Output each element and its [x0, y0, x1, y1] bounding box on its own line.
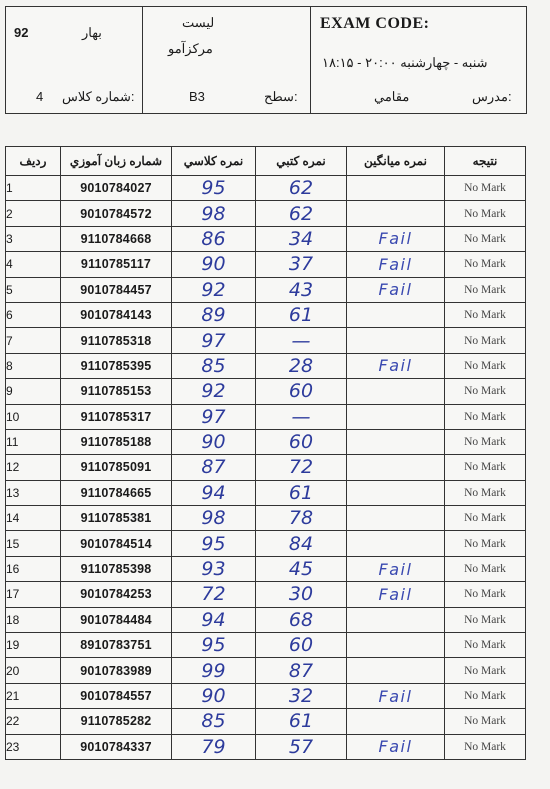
student-id-cell: 9110785188: [61, 429, 172, 454]
result-cell: No Mark: [445, 404, 526, 429]
table-row: [6, 607, 526, 632]
exam-code-label: EXAM CODE:: [320, 15, 430, 32]
student-id-cell: 9110785398: [61, 556, 172, 581]
student-id-cell: 9010784253: [61, 582, 172, 607]
table-row: [6, 582, 526, 607]
average-score-cell: Fail: [347, 556, 445, 581]
written-score-cell: 72: [256, 455, 347, 480]
class-score-cell: 95: [172, 176, 256, 201]
row-number-cell: 22: [6, 709, 61, 734]
average-score-cell: Fail: [347, 252, 445, 277]
class-number-value: 4: [36, 89, 44, 104]
header-divider: [310, 7, 311, 113]
written-score-cell: 32: [256, 683, 347, 708]
table-row: [6, 506, 526, 531]
result-cell: No Mark: [445, 252, 526, 277]
row-number-cell: 19: [6, 633, 61, 658]
average-score-cell: Fail: [347, 226, 445, 251]
average-score-cell: [347, 633, 445, 658]
written-score-cell: 45: [256, 556, 347, 581]
written-score-cell: 61: [256, 480, 347, 505]
list-title-fragment: لیست: [182, 15, 215, 30]
student-id-cell: 9010784514: [61, 531, 172, 556]
grades-table: [5, 146, 526, 760]
result-cell: No Mark: [445, 379, 526, 404]
written-score-cell: —: [256, 404, 347, 429]
class-number-label: شماره کلاس:: [62, 89, 135, 104]
student-id-cell: 9110785091: [61, 455, 172, 480]
student-id-cell: 9010783989: [61, 658, 172, 683]
col-header-result: نتيجه: [445, 147, 526, 176]
row-number-cell: 12: [6, 455, 61, 480]
row-number-cell: 4: [6, 252, 61, 277]
average-score-cell: [347, 607, 445, 632]
list-number: 92: [14, 25, 29, 40]
written-score-cell: 34: [256, 226, 347, 251]
stage-value: مقامي: [374, 89, 410, 104]
level-label: سطح:: [264, 89, 298, 104]
row-number-cell: 16: [6, 556, 61, 581]
average-score-cell: [347, 302, 445, 327]
student-id-cell: 9110784668: [61, 226, 172, 251]
student-id-cell: 9110785395: [61, 353, 172, 378]
average-score-cell: [347, 658, 445, 683]
table-row: [6, 404, 526, 429]
row-number-cell: 17: [6, 582, 61, 607]
table-row: [6, 531, 526, 556]
class-score-cell: 90: [172, 252, 256, 277]
result-cell: No Mark: [445, 277, 526, 302]
class-score-cell: 98: [172, 506, 256, 531]
average-score-cell: [347, 328, 445, 353]
student-id-cell: 9110785318: [61, 328, 172, 353]
table-row: [6, 480, 526, 505]
table-row: [6, 633, 526, 658]
level-value: B3: [189, 89, 205, 104]
result-cell: No Mark: [445, 633, 526, 658]
row-number-cell: 21: [6, 683, 61, 708]
average-score-cell: [347, 176, 445, 201]
table-row: [6, 176, 526, 201]
row-number-cell: 10: [6, 404, 61, 429]
written-score-cell: 57: [256, 734, 347, 759]
table-row: [6, 379, 526, 404]
written-score-cell: 60: [256, 633, 347, 658]
class-score-cell: 92: [172, 277, 256, 302]
written-score-cell: 43: [256, 277, 347, 302]
written-score-cell: 62: [256, 176, 347, 201]
average-score-cell: Fail: [347, 734, 445, 759]
written-score-cell: 61: [256, 709, 347, 734]
average-score-cell: [347, 480, 445, 505]
written-score-cell: 61: [256, 302, 347, 327]
row-number-cell: 2: [6, 201, 61, 226]
row-number-cell: 15: [6, 531, 61, 556]
average-score-cell: [347, 455, 445, 480]
written-score-cell: 62: [256, 201, 347, 226]
row-number-cell: 13: [6, 480, 61, 505]
student-id-cell: 9110785317: [61, 404, 172, 429]
row-number-cell: 14: [6, 506, 61, 531]
result-cell: No Mark: [445, 709, 526, 734]
student-id-cell: 9110785153: [61, 379, 172, 404]
class-score-cell: 99: [172, 658, 256, 683]
row-number-cell: 6: [6, 302, 61, 327]
class-score-cell: 95: [172, 531, 256, 556]
result-cell: No Mark: [445, 480, 526, 505]
table-row: [6, 328, 526, 353]
class-score-cell: 89: [172, 302, 256, 327]
result-cell: No Mark: [445, 607, 526, 632]
student-id-cell: 9110784665: [61, 480, 172, 505]
student-id-cell: 9010784027: [61, 176, 172, 201]
average-score-cell: [347, 379, 445, 404]
average-score-cell: Fail: [347, 683, 445, 708]
average-score-cell: Fail: [347, 353, 445, 378]
row-number-cell: 8: [6, 353, 61, 378]
table-header-row: [6, 147, 526, 176]
class-score-cell: 95: [172, 633, 256, 658]
class-score-cell: 90: [172, 429, 256, 454]
season-label: بهار: [82, 25, 102, 40]
written-score-cell: —: [256, 328, 347, 353]
table-row: [6, 277, 526, 302]
result-cell: No Mark: [445, 328, 526, 353]
student-id-cell: 9010784143: [61, 302, 172, 327]
exam-header: [5, 6, 527, 114]
col-header-student-id: شماره زبان آموزي: [61, 147, 172, 176]
table-row: [6, 709, 526, 734]
table-body: [6, 176, 526, 760]
class-score-cell: 85: [172, 353, 256, 378]
class-schedule: شنبه - چهارشنبه ۲۰:۰۰ - ۱۸:۱۵: [322, 55, 488, 70]
average-score-cell: [347, 201, 445, 226]
table-row: [6, 556, 526, 581]
col-header-row-number: رديف: [6, 147, 61, 176]
class-score-cell: 92: [172, 379, 256, 404]
student-id-cell: 9010784484: [61, 607, 172, 632]
class-score-cell: 93: [172, 556, 256, 581]
student-id-cell: 9110785381: [61, 506, 172, 531]
written-score-cell: 87: [256, 658, 347, 683]
written-score-cell: 37: [256, 252, 347, 277]
table-row: [6, 455, 526, 480]
table-row: [6, 252, 526, 277]
table-row: [6, 429, 526, 454]
result-cell: No Mark: [445, 429, 526, 454]
table-row: [6, 658, 526, 683]
class-score-cell: 72: [172, 582, 256, 607]
result-cell: No Mark: [445, 201, 526, 226]
written-score-cell: 68: [256, 607, 347, 632]
row-number-cell: 11: [6, 429, 61, 454]
average-score-cell: [347, 531, 445, 556]
result-cell: No Mark: [445, 556, 526, 581]
row-number-cell: 7: [6, 328, 61, 353]
class-score-cell: 85: [172, 709, 256, 734]
row-number-cell: 23: [6, 734, 61, 759]
row-number-cell: 20: [6, 658, 61, 683]
written-score-cell: 28: [256, 353, 347, 378]
class-score-cell: 87: [172, 455, 256, 480]
written-score-cell: 84: [256, 531, 347, 556]
class-score-cell: 94: [172, 607, 256, 632]
average-score-cell: Fail: [347, 277, 445, 302]
class-score-cell: 94: [172, 480, 256, 505]
row-number-cell: 18: [6, 607, 61, 632]
student-id-cell: 9010784457: [61, 277, 172, 302]
table-row: [6, 683, 526, 708]
table-row: [6, 201, 526, 226]
class-score-cell: 98: [172, 201, 256, 226]
row-number-cell: 3: [6, 226, 61, 251]
row-number-cell: 9: [6, 379, 61, 404]
student-id-cell: 9110785117: [61, 252, 172, 277]
col-header-written-score: نمره كتبي: [256, 147, 347, 176]
class-score-cell: 86: [172, 226, 256, 251]
result-cell: No Mark: [445, 353, 526, 378]
result-cell: No Mark: [445, 176, 526, 201]
written-score-cell: 60: [256, 379, 347, 404]
table-row: [6, 226, 526, 251]
result-cell: No Mark: [445, 658, 526, 683]
result-cell: No Mark: [445, 531, 526, 556]
result-cell: No Mark: [445, 683, 526, 708]
result-cell: No Mark: [445, 302, 526, 327]
written-score-cell: 60: [256, 429, 347, 454]
teacher-label: مدرس:: [472, 89, 512, 104]
class-score-cell: 90: [172, 683, 256, 708]
average-score-cell: [347, 429, 445, 454]
row-number-cell: 1: [6, 176, 61, 201]
average-score-cell: [347, 506, 445, 531]
student-id-cell: 9010784572: [61, 201, 172, 226]
table-row: [6, 353, 526, 378]
student-id-cell: 9110785282: [61, 709, 172, 734]
result-cell: No Mark: [445, 582, 526, 607]
table-row: [6, 302, 526, 327]
average-score-cell: [347, 709, 445, 734]
written-score-cell: 78: [256, 506, 347, 531]
class-score-cell: 97: [172, 404, 256, 429]
result-cell: No Mark: [445, 455, 526, 480]
student-id-cell: 9010784337: [61, 734, 172, 759]
average-score-cell: [347, 404, 445, 429]
written-score-cell: 30: [256, 582, 347, 607]
class-score-cell: 97: [172, 328, 256, 353]
row-number-cell: 5: [6, 277, 61, 302]
result-cell: No Mark: [445, 506, 526, 531]
col-header-class-score: نمره كلاسي: [172, 147, 256, 176]
student-id-cell: 8910783751: [61, 633, 172, 658]
average-score-cell: Fail: [347, 582, 445, 607]
col-header-average-score: نمره ميانگين: [347, 147, 445, 176]
student-id-cell: 9010784557: [61, 683, 172, 708]
result-cell: No Mark: [445, 226, 526, 251]
result-cell: No Mark: [445, 734, 526, 759]
center-name-fragment: مرکزآمو: [168, 41, 213, 56]
header-divider: [142, 7, 143, 113]
class-score-cell: 79: [172, 734, 256, 759]
table-row: [6, 734, 526, 759]
